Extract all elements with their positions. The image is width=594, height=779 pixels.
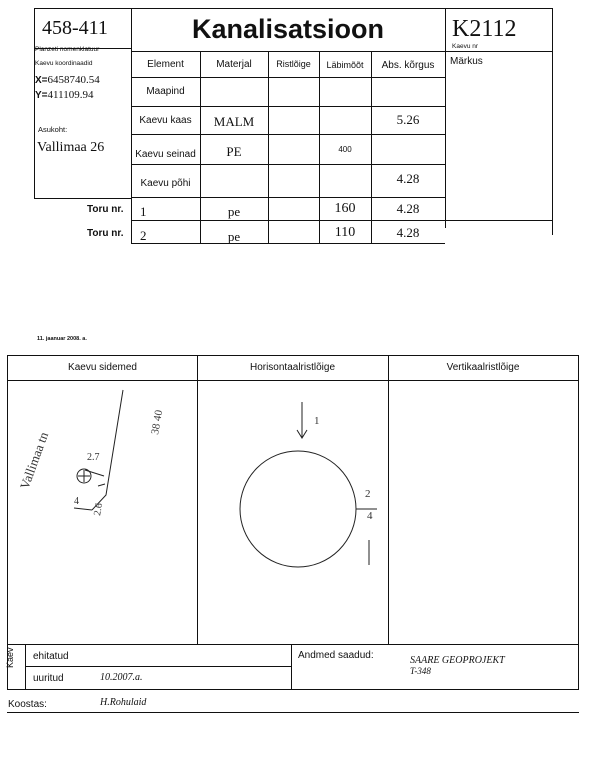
surveyed-label: uuritud: [33, 673, 64, 684]
kaev-label: Kaev: [5, 647, 15, 668]
compiled-value: H.Rohulaid: [100, 697, 147, 708]
pipe-label: Toru nr.: [87, 204, 124, 215]
pipe-number: 1: [140, 204, 147, 219]
well-links-sketch: [8, 380, 196, 644]
compiled-label: Koostas:: [8, 699, 47, 710]
sheet-caption: Planzeti nomenklatuur: [35, 46, 100, 53]
pipe-material: pe: [227, 229, 241, 244]
row-height: 4.28: [396, 171, 420, 186]
data-source-code: T-348: [410, 666, 431, 676]
data-source-value: SAARE GEOPROJEKT: [410, 655, 505, 666]
coord-caption: Kaevu koordinaadid: [35, 60, 93, 67]
row-material: MALM: [213, 114, 255, 129]
location-value: Vallimaa 26: [37, 140, 105, 155]
row-material: PE: [226, 144, 242, 159]
x-value: 6458740.54: [47, 74, 100, 86]
col-diameter: Läbimõõt: [326, 60, 364, 70]
sheet-code: 458-411: [42, 17, 108, 39]
house-edge-line: [74, 508, 92, 510]
col-section: Ristlõige: [276, 59, 311, 69]
row-height: 5.26: [396, 112, 420, 127]
pipe-2-label: 2: [365, 488, 371, 500]
street-label: Vallimaa tn: [16, 429, 52, 492]
tie-line: [85, 470, 104, 476]
row-element: Kaevu seinad: [135, 149, 196, 160]
pipe-label: Toru nr.: [87, 228, 124, 239]
page-title: Kanalisatsioon: [191, 14, 385, 44]
built-label: ehitatud: [33, 651, 69, 662]
pipe-diameter: 160: [334, 201, 356, 216]
col-vertical-section: Vertikaalristlõige: [446, 362, 520, 373]
footer-frame: [7, 645, 579, 690]
location-caption: Asukoht:: [38, 125, 68, 134]
dim-label: 2.7: [87, 452, 100, 463]
top-form: [34, 8, 553, 244]
pipe-3-label: 4: [367, 510, 373, 522]
row-diameter: 400: [338, 145, 352, 154]
col-height: Abs. kõrgus: [381, 60, 435, 71]
surveyed-value: 10.2007.a.: [100, 672, 143, 683]
well-circle: [240, 451, 356, 567]
dim-label: 2.6: [92, 502, 106, 517]
col-well-links: Kaevu sidemed: [68, 362, 137, 373]
row-element: Kaevu põhi: [140, 178, 191, 189]
y-value: 411109.94: [47, 89, 94, 101]
row-element: Maapind: [146, 86, 185, 97]
street-edge-line: [92, 390, 123, 510]
row-element: Kaevu kaas: [139, 115, 192, 126]
data-source-label: Andmed saadud:: [298, 650, 374, 661]
pipe-height: 4.28: [396, 201, 420, 216]
col-element: Element: [147, 59, 184, 70]
horizontal-section-sketch: [197, 380, 385, 644]
pipe-material: pe: [227, 204, 241, 219]
y-coordinate: [35, 89, 93, 101]
x-coordinate: [35, 74, 100, 86]
pipe-diameter: 110: [334, 225, 356, 240]
date-stamp: 11. jaanuar 2008. a.: [37, 336, 87, 342]
well-id: K2112: [452, 16, 517, 42]
col-material: Materjal: [216, 59, 252, 70]
house-number-label: 38 40: [149, 409, 166, 436]
dim-label: 4: [74, 496, 79, 507]
pipe-number: 2: [140, 228, 147, 243]
col-horizontal-section: Horisontaalristlõige: [249, 362, 336, 373]
y-label: Y=: [35, 90, 48, 101]
pipe-height: 4.28: [396, 225, 420, 240]
remarks-label: Märkus: [450, 56, 483, 67]
x-label: X=: [35, 75, 48, 86]
pipe-1-label: 1: [314, 415, 320, 427]
well-id-caption: Kaevu nr: [452, 43, 479, 50]
